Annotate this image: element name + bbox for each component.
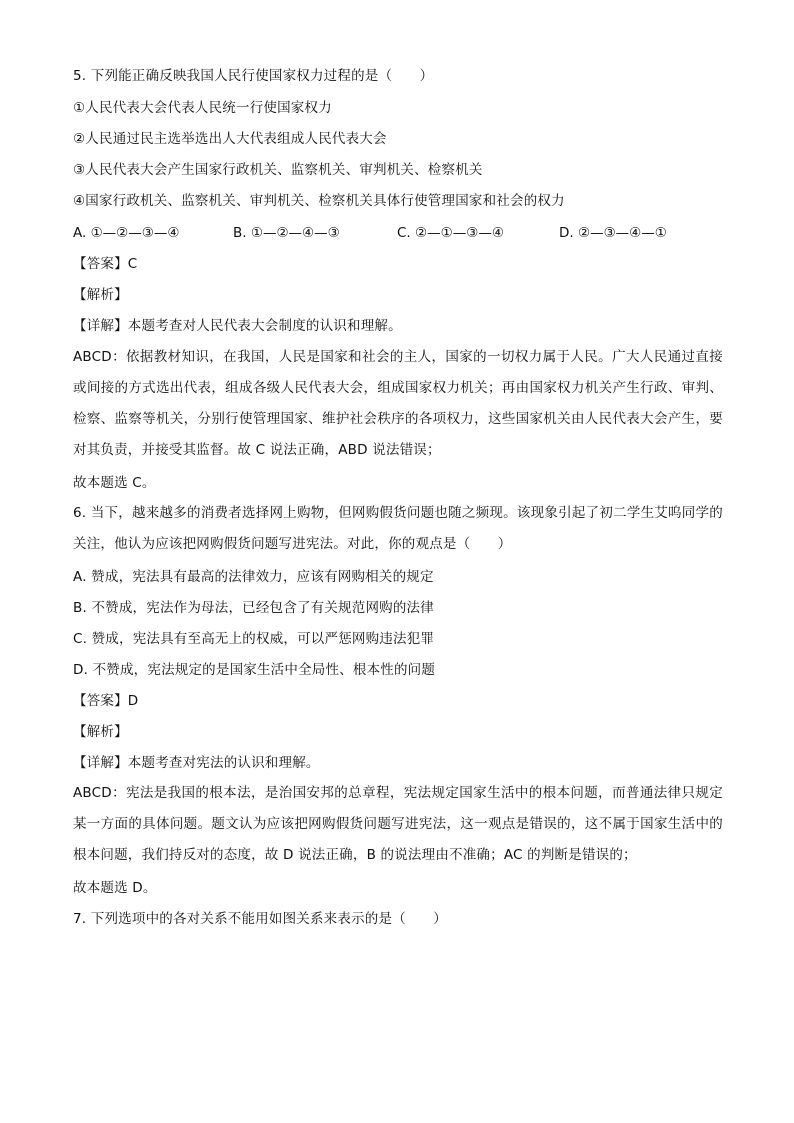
- q5-detail: 【详解】本题考查对人民代表大会制度的认识和理解。: [73, 318, 402, 334]
- q6-explanation: ABCD：宪法是我国的根本法，是治国安邦的总章程，宪法规定国家生活中的根本问题，而普通法律只规定某一方面的具体问题。题文认为应该把网购假货问题写进宪法，这一观点是错误的，这不属于国家生活中的根本问题，我们持反对的态度，故 D 说法正确，B 的说法理由不准确；AC 的判断是错误的；: [73, 785, 723, 863]
- q5-item-1: ①人民代表大会代表人民统一行使国家权力: [73, 100, 332, 116]
- q5-item-3: ③人民代表大会产生国家行政机关、监察机关、审判机关、检察机关: [73, 162, 483, 178]
- q5-item-2: ②人民通过民主选举选出人大代表组成人民代表大会: [73, 131, 387, 147]
- q5-explanation: ABCD：依据教材知识，在我国，人民是国家和社会的主人，国家的一切权力属于人民。广大人民通过直接或间接的方式选出代表，组成各级人民代表大会，组成国家权力机关；再由国家权力机关产生行政、审判、检察、监察等机关，分别行使管理国家、维护社会秩序的各项权力，这些国家机关由人民代表大会产生，要对其负责，并接受其监督。故 C 说法正确，ABD 说法错误；: [73, 349, 723, 458]
- q5-option-c: C. ②—①—③—④: [397, 225, 504, 241]
- q6-option-a: A. 赞成，宪法具有最高的法律效力，应该有网购相关的规定: [73, 569, 434, 585]
- q5-stem: 5. 下列能正确反映我国人民行使国家权力过程的是（ ）: [73, 68, 434, 84]
- q7-stem: 7. 下列选项中的各对关系不能用如图关系来表示的是（ ）: [73, 911, 447, 927]
- q6-conclusion: 故本题选 D。: [73, 880, 157, 896]
- q5-option-a: A. ①—②—③—④: [73, 225, 180, 241]
- q5-option-b: B. ①—②—④—③: [233, 225, 340, 241]
- q6-analysis-label: 【解析】: [73, 724, 128, 740]
- q6-option-d: D. 不赞成，宪法规定的是国家生活中全局性、根本性的问题: [73, 662, 436, 678]
- q5-item-4: ④国家行政机关、监察机关、审判机关、检察机关具体行使管理国家和社会的权力: [73, 193, 565, 209]
- q6-option-b: B. 不赞成，宪法作为母法，已经包含了有关规范网购的法律: [73, 600, 434, 616]
- q5-answer: 【答案】C: [73, 256, 138, 272]
- q5-conclusion: 故本题选 C。: [73, 475, 156, 491]
- q5-option-d: D. ②—③—④—①: [559, 225, 667, 241]
- q6-detail: 【详解】本题考查对宪法的认识和理解。: [73, 755, 320, 771]
- q6-option-c: C. 赞成，宪法具有至高无上的权威，可以严惩网购违法犯罪: [73, 631, 435, 647]
- q6-answer: 【答案】D: [73, 693, 139, 709]
- q6-stem: 6. 当下，越来越多的消费者选择网上购物，但网购假货问题也随之频现。该现象引起了初二学生艾呜同学的关注，他认为应该把网购假货问题写进宪法。对此，你的观点是（ ）: [73, 505, 723, 552]
- q5-analysis-label: 【解析】: [73, 287, 128, 303]
